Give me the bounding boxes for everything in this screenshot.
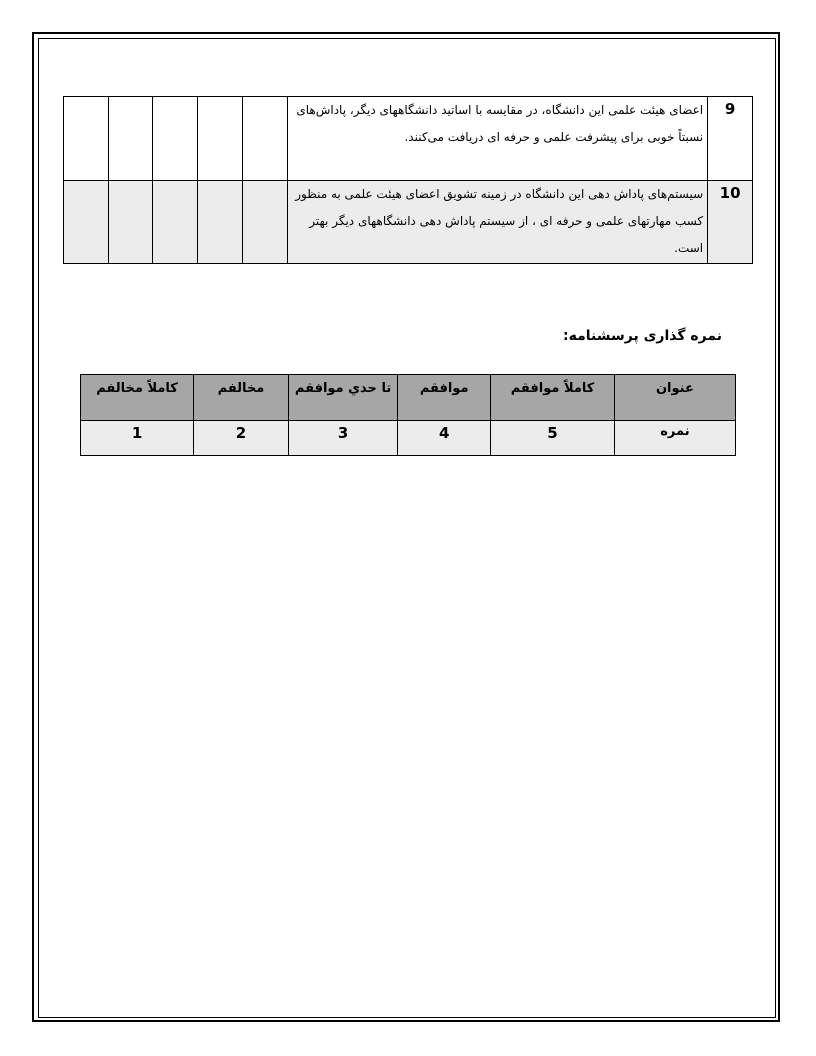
question-number: 9 <box>708 97 753 181</box>
header-disagree: مخالفم <box>194 375 289 421</box>
answer-cell[interactable] <box>153 181 198 264</box>
table-row <box>64 97 753 181</box>
question-text: سیستم‌های پاداش دهی این دانشگاه در زمینه تشویق اعضای هیئت علمی به منظور کسب مهارتهای علمی و حرفه ای ، از سیستم پاداش دهی دانشگاههای دیگر بهتر است. <box>287 181 708 264</box>
score-value: 5 <box>491 421 615 456</box>
score-value: 4 <box>398 421 491 456</box>
answer-cell[interactable] <box>242 181 287 264</box>
header-title: عنوان <box>614 375 735 421</box>
score-label: نمره <box>614 421 735 456</box>
question-number: 10 <box>708 181 753 264</box>
answer-cell[interactable] <box>108 181 153 264</box>
scoring-value-row <box>81 421 736 456</box>
score-value: 1 <box>81 421 194 456</box>
scoring-section-title: نمره گذاری پرسشنامه: <box>563 328 722 344</box>
survey-table <box>63 96 753 264</box>
answer-cell[interactable] <box>198 181 243 264</box>
answer-cell[interactable] <box>198 97 243 181</box>
header-somewhat-agree: تا حدي موافقم <box>288 375 397 421</box>
answer-cell[interactable] <box>242 97 287 181</box>
answer-cell[interactable] <box>64 181 109 264</box>
answer-cell[interactable] <box>64 97 109 181</box>
header-agree: موافقم <box>398 375 491 421</box>
answer-cell[interactable] <box>108 97 153 181</box>
header-strongly-agree: کاملاً موافقم <box>491 375 615 421</box>
score-value: 3 <box>288 421 397 456</box>
question-text: اعضای هیئت علمی این دانشگاه، در مقایسه با اساتید دانشگاههای دیگر، پاداش‌های نسبتاً خوبی برای پیشرفت علمی و حرفه ای دریافت می‌کنند. <box>287 97 708 181</box>
header-strongly-disagree: کاملاً مخالفم <box>81 375 194 421</box>
score-value: 2 <box>194 421 289 456</box>
scoring-header-row <box>81 375 736 421</box>
table-row <box>64 181 753 264</box>
answer-cell[interactable] <box>153 97 198 181</box>
scoring-table <box>80 374 736 456</box>
